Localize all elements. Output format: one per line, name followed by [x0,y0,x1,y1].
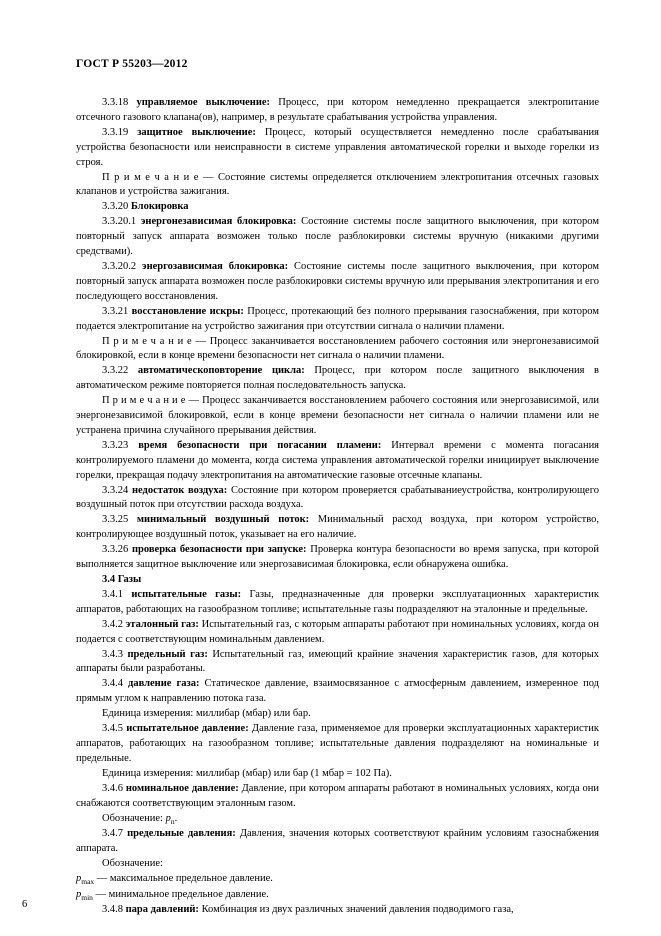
note-label: П р и м е ч а н и е — [102,171,219,183]
clause-term: давление газа: [128,678,200,690]
clause-term: номинальное давление: [125,782,239,794]
symbol-subscript: min [81,892,93,902]
clause-number: 3.4.6 [102,782,123,794]
clause-3.4.8 [76,903,599,918]
clause-3.3.22 [76,364,599,394]
designation-tail: . [174,812,178,824]
clause-text: Процесс, который осуществляется немедленно после срабатывания устройства безопасности или неисправности в системе управления автоматической горелки и выходе горелки из строя. [76,126,600,168]
unit-line-2 [76,767,599,782]
designation-label: Обозначение: [102,812,166,824]
clause-number: 3.3.26 [102,544,129,556]
clause-text: Интервал времени с момента погасания контролируемого пламени до момента, когда система управления автоматической горелки инициирует выключение горелки, прекращая подачу электропитания на автоматические газовые отсечные клапаны. [76,439,600,481]
clause-text: Статическое давление, взаимосвязанное с атмосферным давлением, измеренное под прямым углом к направлению потока газа. [76,678,600,705]
clause-number: 3.3.23 [102,439,129,451]
clause-text: Газы, предназначенные для проверки эксплуатационных характеристик аппаратов, работающих на газообразном топливе; испытательные газы подразделяют на эталонные и предельные. [76,588,600,615]
clause-3.3.26 [76,543,599,573]
clause-term: испытательное давление: [126,723,249,735]
clause-term: испытательные газы: [131,588,242,600]
section-title: Газы [117,574,142,585]
designation-line-1 [76,812,599,828]
designation-line-2 [76,857,599,872]
unit-text: Единица измерения: миллибар (мбар) или бар. [102,708,311,720]
clause-term: эталонный газ: [125,618,199,630]
symbol-description: — максимальное предельное давление. [94,872,273,884]
clause-term: проверка безопасности при запуске: [131,544,307,556]
note-2 [76,335,599,365]
clause-3.3.24 [76,484,599,514]
clause-3.4.5 [76,722,599,767]
clause-number: 3.3.25 [102,514,129,526]
page-number: 6 [22,899,28,910]
clause-term: Блокировка [130,201,189,213]
clause-term: энергозависимая блокировка: [142,260,289,272]
unit-line-1 [76,707,599,722]
clause-3.4.6 [76,782,599,812]
clause-text: Давления, значения которых соответствуют крайним условиям газоснабжения аппарата. [76,828,600,855]
clause-term: автоматическоповторение цикла: [137,365,305,377]
clause-3.4.1 [76,588,599,618]
clause-number: 3.4.1 [102,588,123,600]
clause-3.3.20 [76,200,599,215]
clause-text: Минимальный расход воздуха, при котором устройство, контролирующее воздушный поток, указывает на его наличие. [76,514,599,541]
note-text: Процесс заканчивается восстановлением рабочего состояния или энергозависимой, или энергонезависимой блокировкой, если в конце времени безопасности нет сигнала о наличии пламени или не устранена причина случайного прерывания действия. [76,395,599,436]
symbol-subscript: max [81,877,95,887]
clause-number: 3.3.18 [102,97,129,108]
clause-text: Процесс, при котором после защитного выключения в автоматическом режиме повторяется полная последовательность запуска. [76,365,599,392]
clause-text: Процесс, протекающий без полного прерывания газоснабжения, при котором подается электропитание на устройство зажигания при отсутствии сигнала о наличии пламени. [76,305,599,332]
note-3 [76,394,599,439]
symbol-p: p [76,872,82,884]
symbol-subscript: n [170,816,175,826]
section-number: 3.4 [102,574,116,585]
designation-label: Обозначение: [102,858,163,870]
clause-text: Процесс, при котором немедленно прекращается электропитание отсечного газового клапана(ов), например, в результате срабатывания устройства управления. [76,97,600,123]
symbol-description: — минимальное предельное давление. [92,888,269,900]
clause-3.4.3 [76,648,599,678]
clause-term: управляемое выключение: [136,97,271,108]
note-label: П р и м е ч а н и е — [102,395,203,407]
clause-number: 3.3.19 [102,126,129,138]
clause-number: 3.4.2 [102,618,123,630]
clause-term: восстановление искры: [131,305,244,317]
clause-text: Проверка контура безопасности во время запуска, при которой выполняется защитное выключение или энергозависимая блокировка, если обнаружена ошибка. [76,544,600,571]
clause-text: Состояние при котором проверяется срабатываниеустройства, контролирующего воздушный поток при отсутствии расхода воздуха. [76,484,600,511]
clause-term: время безопасности при погасании пламени: [138,439,382,451]
note-text: Процесс заканчивается восстановлением рабочего состояния или энергонезависимой блокировкой, если в конце времени безопасности нет сигнала о наличии пламени. [76,335,599,362]
clause-3.3.21 [76,305,599,335]
clause-3.3.23 [76,439,599,484]
note-1 [76,171,599,201]
clause-term: предельные давления: [127,828,236,840]
clause-text: Давление, при котором аппараты работают в номинальных условиях, когда они снабжаются соответствующим эталонным газом. [76,782,600,809]
clause-number: 3.4.7 [102,828,123,840]
clause-text: Испытательный газ, с которым аппараты работают при номинальных условиях, когда он подается с соответствующим номинальным давлением. [76,618,600,645]
clause-number: 3.3.20.2 [102,260,137,272]
clause-3.4.4 [76,677,599,707]
document-body [76,96,599,918]
clause-number: 3.4.3 [102,648,123,660]
clause-number: 3.4.4 [102,678,123,690]
note-text: Состояние системы определяется отключением электропитания отсечных газовых клапанов и устройства зажигания. [76,171,599,198]
clause-term: пара давлений: [125,904,199,916]
clause-number: 3.3.22 [102,365,129,377]
clause-text: Давление газа, применяемое для проверки эксплуатационных характеристик аппаратов, работающих на газообразном топливе; испытательные давления подразделяют на номинальные и предельные. [76,723,599,764]
clause-3.3.20.1 [76,215,599,260]
unit-text: Единица измерения: миллибар (мбар) или бар (1 мбар = 102 Па). [102,767,392,779]
clause-number: 3.3.20.1 [102,216,137,228]
clause-number: 3.3.24 [102,484,129,496]
clause-3.4.7 [76,827,599,857]
clause-text: Состояние системы после защитного выключения, при котором повторный запуск аппарата возможен только после разблокировки системы вручную (никакими другими средствами). [76,216,600,258]
clause-number: 3.3.21 [102,305,129,317]
symbol-p: p [165,812,171,824]
symbol-p: p [76,888,82,900]
document-header: ГОСТ Р 55203—2012 [76,58,188,70]
clause-term: минимальный воздушный поток: [136,514,310,526]
clause-number: 3.4.8 [102,904,123,916]
clause-text: Комбинация из двух различных значений давления подводимого газа, [201,904,514,916]
clause-text: Испытательный газ, имеющий крайние значения характеристик газов, для которых аппараты были разработаны. [76,648,600,675]
clause-number: 3.4.5 [102,723,123,735]
clause-3.3.25 [76,513,599,543]
note-label: П р и м е ч а н и е — [102,335,210,347]
clause-3.3.20.2 [76,260,599,305]
clause-term: предельный газ: [127,648,208,660]
section-3.4 [76,573,599,588]
clause-term: энергонезависимая блокировка: [140,216,297,228]
clause-number: 3.3.20 [102,201,129,213]
clause-3.3.19 [76,126,599,171]
clause-text: Состояние системы после защитного выключения, при котором повторный запуск аппарата возможен после разблокировки системы вручную или прерывания электропитания и его последующего восстановления. [76,260,600,302]
symbol-pmax-line [76,872,599,888]
symbol-pmin-line [76,888,599,904]
clause-term: недостаток воздуха: [131,484,228,496]
clause-3.4.2 [76,618,599,648]
clause-3.3.18 [76,96,599,126]
clause-term: защитное выключение: [137,126,256,138]
